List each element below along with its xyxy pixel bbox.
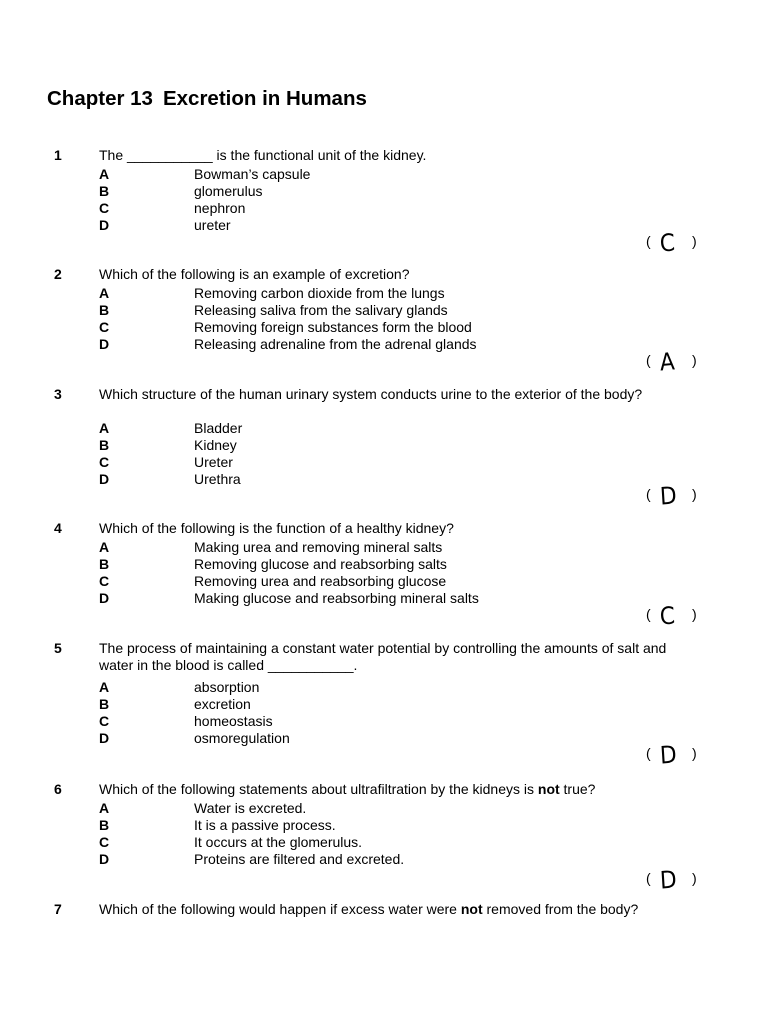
question-text: Which of the following would happen if excess water were not removed from the body? — [99, 901, 639, 917]
handwritten-answer: D — [659, 740, 678, 770]
option-letter: D — [99, 471, 110, 487]
option-letter: A — [99, 539, 110, 555]
answer-open-paren: ( — [646, 606, 651, 622]
answer-bracket — [646, 348, 702, 378]
question-number: 7 — [54, 901, 62, 917]
option-text: It is a passive process. — [194, 817, 336, 833]
option-text: Releasing adrenaline from the adrenal glands — [194, 336, 477, 352]
answer-open-paren: ( — [646, 486, 651, 502]
question-text: Which of the following statements about ultrafiltration by the kidneys is not true? — [99, 781, 596, 797]
option-text: Bowman’s capsule — [194, 166, 311, 182]
option-text: Removing glucose and reabsorbing salts — [194, 556, 447, 572]
answer-close-paren: ) — [692, 870, 697, 886]
option-text: osmoregulation — [194, 730, 290, 746]
option-letter: D — [99, 590, 110, 606]
option-text: Making glucose and reabsorbing mineral salts — [194, 590, 479, 606]
option-letter: C — [99, 573, 110, 589]
emphasis-not: not — [537, 781, 560, 797]
handwritten-answer: C — [658, 228, 676, 258]
option-letter: B — [99, 183, 110, 199]
chapter-topic: Excretion in Humans — [162, 87, 367, 110]
option-letter: D — [99, 336, 110, 352]
option-text: Ureter — [194, 454, 233, 470]
option-text: Proteins are filtered and excreted. — [194, 851, 405, 867]
option-text: glomerulus — [194, 183, 263, 199]
option-text: It occurs at the glomerulus. — [194, 834, 363, 850]
answer-close-paren: ) — [692, 233, 697, 249]
question-number: 3 — [54, 386, 62, 402]
option-text: absorption — [194, 679, 260, 695]
option-letter: B — [99, 817, 110, 833]
answer-open-paren: ( — [646, 233, 651, 249]
handwritten-answer: D — [659, 481, 678, 511]
option-letter: A — [99, 285, 110, 301]
option-letter: C — [99, 200, 110, 216]
answer-bracket — [646, 866, 702, 896]
option-text: Removing urea and reabsorbing glucose — [194, 573, 447, 589]
answer-bracket — [646, 229, 702, 259]
question-text: The ___________ is the functional unit of the kidney. — [99, 147, 427, 163]
answer-open-paren: ( — [646, 745, 651, 761]
handwritten-answer: D — [659, 865, 678, 895]
handwritten-answer: C — [658, 601, 676, 631]
answer-open-paren: ( — [646, 870, 651, 886]
answer-close-paren: ) — [692, 486, 697, 502]
option-letter: D — [99, 851, 110, 867]
option-letter: A — [99, 800, 110, 816]
question-number: 5 — [54, 640, 62, 656]
option-letter: B — [99, 556, 110, 572]
question-number: 6 — [54, 781, 62, 797]
answer-open-paren: ( — [646, 352, 651, 368]
option-letter: C — [99, 319, 110, 335]
question-number: 4 — [54, 520, 62, 536]
answer-bracket — [646, 602, 702, 632]
option-letter: D — [99, 217, 110, 233]
question-text: Which structure of the human urinary system conducts urine to the exterior of the body? — [99, 386, 643, 402]
option-letter: C — [99, 713, 110, 729]
emphasis-not: not — [460, 901, 483, 917]
answer-close-paren: ) — [692, 352, 697, 368]
option-text: Removing carbon dioxide from the lungs — [194, 285, 445, 301]
option-text: excretion — [194, 696, 251, 712]
option-letter: A — [99, 166, 110, 182]
page-title — [47, 87, 367, 111]
question-text: Which of the following is an example of excretion? — [99, 266, 410, 282]
question-text: Which of the following is the function of a healthy kidney? — [99, 520, 454, 536]
option-letter: B — [99, 696, 110, 712]
handwritten-answer: A — [658, 347, 676, 377]
option-letter: A — [99, 420, 110, 436]
option-text: Kidney — [194, 437, 237, 453]
chapter-label: Chapter 13 — [47, 87, 153, 110]
answer-bracket — [646, 482, 702, 512]
option-text: Water is excreted. — [194, 800, 307, 816]
question-number: 1 — [54, 147, 62, 163]
option-letter: D — [99, 730, 110, 746]
option-text: Releasing saliva from the salivary glands — [194, 302, 448, 318]
answer-close-paren: ) — [692, 606, 697, 622]
option-text: Removing foreign substances form the blood — [194, 319, 472, 335]
option-text: Bladder — [194, 420, 243, 436]
option-letter: A — [99, 679, 110, 695]
option-text: homeostasis — [194, 713, 273, 729]
option-text: Urethra — [194, 471, 241, 487]
option-text: ureter — [194, 217, 231, 233]
answer-close-paren: ) — [692, 745, 697, 761]
question-number: 2 — [54, 266, 62, 282]
option-text: nephron — [194, 200, 246, 216]
question-text: The process of maintaining a constant water potential by controlling the amounts of salt and water in the blood is called ___________. — [99, 640, 667, 673]
option-letter: B — [99, 302, 110, 318]
option-text: Making urea and removing mineral salts — [194, 539, 443, 555]
option-letter: B — [99, 437, 110, 453]
answer-bracket — [646, 741, 702, 771]
option-letter: C — [99, 834, 110, 850]
option-letter: C — [99, 454, 110, 470]
